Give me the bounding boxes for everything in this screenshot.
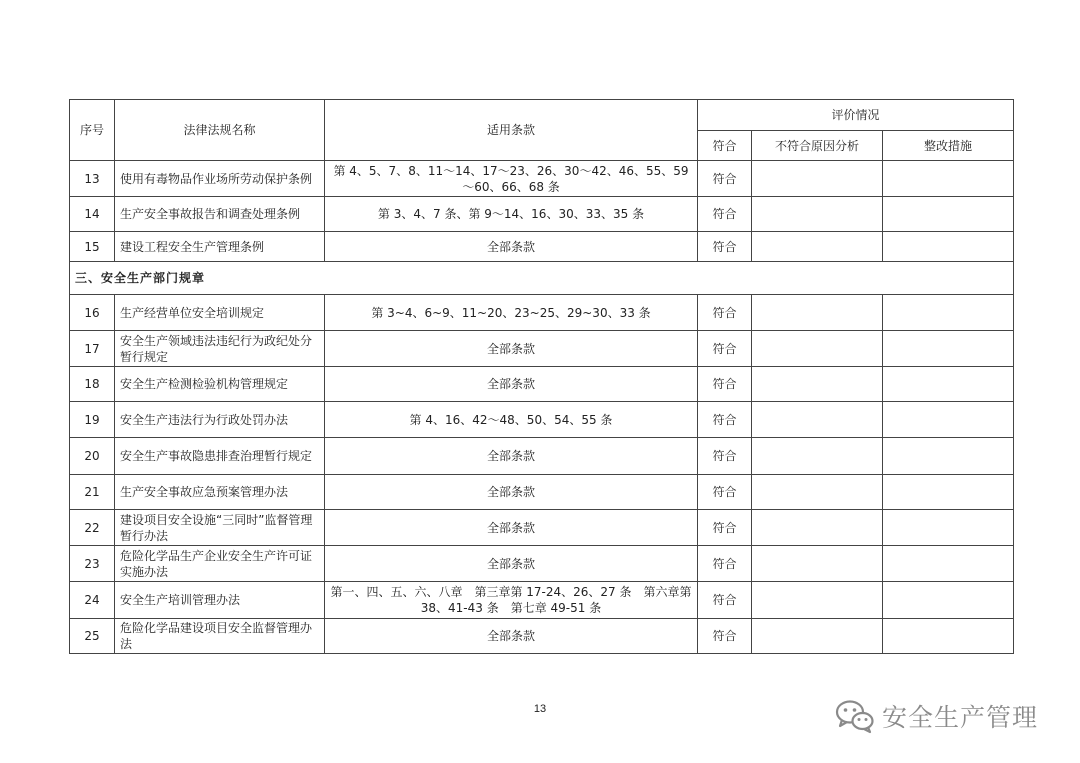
applicable-clauses: 第 3~4、6~9、11~20、23~25、29~30、33 条 [325, 295, 698, 331]
regulation-name: 危险化学品建设项目安全监督管理办法 [115, 619, 325, 654]
table-row [70, 197, 1014, 232]
applicable-clauses: 全部条款 [325, 331, 698, 367]
regulation-name: 建设工程安全生产管理条例 [115, 232, 325, 262]
rectification-cell [883, 295, 1014, 331]
table-row [70, 367, 1014, 402]
row-number: 24 [70, 582, 115, 619]
table-row [70, 331, 1014, 367]
evaluation-result: 符合 [698, 232, 752, 262]
header-noncomply-reason: 不符合原因分析 [752, 131, 883, 161]
row-number: 20 [70, 438, 115, 475]
table-row [70, 582, 1014, 619]
evaluation-result: 符合 [698, 197, 752, 232]
regulation-name: 生产经营单位安全培训规定 [115, 295, 325, 331]
row-number: 23 [70, 546, 115, 582]
noncomply-reason-cell [752, 510, 883, 546]
rectification-cell [883, 582, 1014, 619]
noncomply-reason-cell [752, 438, 883, 475]
applicable-clauses: 全部条款 [325, 619, 698, 654]
evaluation-result: 符合 [698, 475, 752, 510]
noncomply-reason-cell [752, 546, 883, 582]
rectification-cell [883, 197, 1014, 232]
noncomply-reason-cell [752, 197, 883, 232]
evaluation-result: 符合 [698, 402, 752, 438]
header-seq: 序号 [70, 100, 115, 161]
regulation-name: 使用有毒物品作业场所劳动保护条例 [115, 161, 325, 197]
noncomply-reason-cell [752, 367, 883, 402]
applicable-clauses: 全部条款 [325, 438, 698, 475]
regulation-name: 危险化学品生产企业安全生产许可证实施办法 [115, 546, 325, 582]
regulation-name: 生产安全事故报告和调查处理条例 [115, 197, 325, 232]
table-row [70, 402, 1014, 438]
applicable-clauses: 第一、四、五、六、八章 第三章第 17-24、26、27 条 第六章第 38、41-43 条 第七章 49-51 条 [325, 582, 698, 619]
noncomply-reason-cell [752, 582, 883, 619]
applicable-clauses: 第 4、16、42～48、50、54、55 条 [325, 402, 698, 438]
table-row [70, 546, 1014, 582]
row-number: 21 [70, 475, 115, 510]
rectification-cell [883, 161, 1014, 197]
regulation-name: 安全生产领域违法违纪行为政纪处分暂行规定 [115, 331, 325, 367]
header-comply: 符合 [698, 131, 752, 161]
page-number: 13 [533, 703, 547, 715]
evaluation-result: 符合 [698, 510, 752, 546]
table-row [70, 510, 1014, 546]
header-rectification: 整改措施 [883, 131, 1014, 161]
row-number: 17 [70, 331, 115, 367]
applicable-clauses: 第 4、5、7、8、11～14、17～23、26、30～42、46、55、59～60、66、68 条 [325, 161, 698, 197]
rectification-cell [883, 510, 1014, 546]
noncomply-reason-cell [752, 232, 883, 262]
rectification-cell [883, 438, 1014, 475]
evaluation-result: 符合 [698, 582, 752, 619]
rectification-cell [883, 331, 1014, 367]
section-title: 三、安全生产部门规章 [70, 262, 1014, 295]
evaluation-result: 符合 [698, 619, 752, 654]
row-number: 15 [70, 232, 115, 262]
evaluation-result: 符合 [698, 438, 752, 475]
applicable-clauses: 全部条款 [325, 367, 698, 402]
rectification-cell [883, 619, 1014, 654]
noncomply-reason-cell [752, 475, 883, 510]
evaluation-result: 符合 [698, 331, 752, 367]
table-row [70, 475, 1014, 510]
table-row [70, 161, 1014, 197]
rectification-cell [883, 475, 1014, 510]
regulation-name: 建设项目安全设施“三同时”监督管理暂行办法 [115, 510, 325, 546]
noncomply-reason-cell [752, 161, 883, 197]
applicable-clauses: 全部条款 [325, 510, 698, 546]
section-row [70, 262, 1014, 295]
section-body [70, 262, 1014, 295]
rectification-cell [883, 232, 1014, 262]
row-number: 22 [70, 510, 115, 546]
regulation-name: 生产安全事故应急预案管理办法 [115, 475, 325, 510]
evaluation-result: 符合 [698, 161, 752, 197]
row-number: 13 [70, 161, 115, 197]
noncomply-reason-cell [752, 331, 883, 367]
evaluation-result: 符合 [698, 295, 752, 331]
applicable-clauses: 全部条款 [325, 232, 698, 262]
table-row [70, 438, 1014, 475]
row-number: 16 [70, 295, 115, 331]
regulation-name: 安全生产违法行为行政处罚办法 [115, 402, 325, 438]
table-row [70, 619, 1014, 654]
rectification-cell [883, 546, 1014, 582]
watermark-text: 安全生产管理 [882, 703, 1039, 732]
row-number: 18 [70, 367, 115, 402]
rectification-cell [883, 367, 1014, 402]
table-row [70, 232, 1014, 262]
table-row [70, 295, 1014, 331]
rows-b [70, 295, 1014, 654]
regulations-table [69, 99, 1014, 654]
row-number: 14 [70, 197, 115, 232]
wechat-icon [834, 698, 876, 734]
row-number: 25 [70, 619, 115, 654]
applicable-clauses: 全部条款 [325, 475, 698, 510]
noncomply-reason-cell [752, 619, 883, 654]
regulation-name: 安全生产培训管理办法 [115, 582, 325, 619]
applicable-clauses: 第 3、4、7 条、第 9～14、16、30、33、35 条 [325, 197, 698, 232]
header-name: 法律法规名称 [115, 100, 325, 161]
header-clauses: 适用条款 [325, 100, 698, 161]
noncomply-reason-cell [752, 295, 883, 331]
regulation-name: 安全生产检测检验机构管理规定 [115, 367, 325, 402]
header-evaluation: 评价情况 [698, 100, 1014, 131]
evaluation-result: 符合 [698, 546, 752, 582]
evaluation-result: 符合 [698, 367, 752, 402]
rows-a [70, 161, 1014, 262]
rectification-cell [883, 402, 1014, 438]
watermark [834, 696, 1038, 736]
applicable-clauses: 全部条款 [325, 546, 698, 582]
regulation-name: 安全生产事故隐患排查治理暂行规定 [115, 438, 325, 475]
noncomply-reason-cell [752, 402, 883, 438]
row-number: 19 [70, 402, 115, 438]
